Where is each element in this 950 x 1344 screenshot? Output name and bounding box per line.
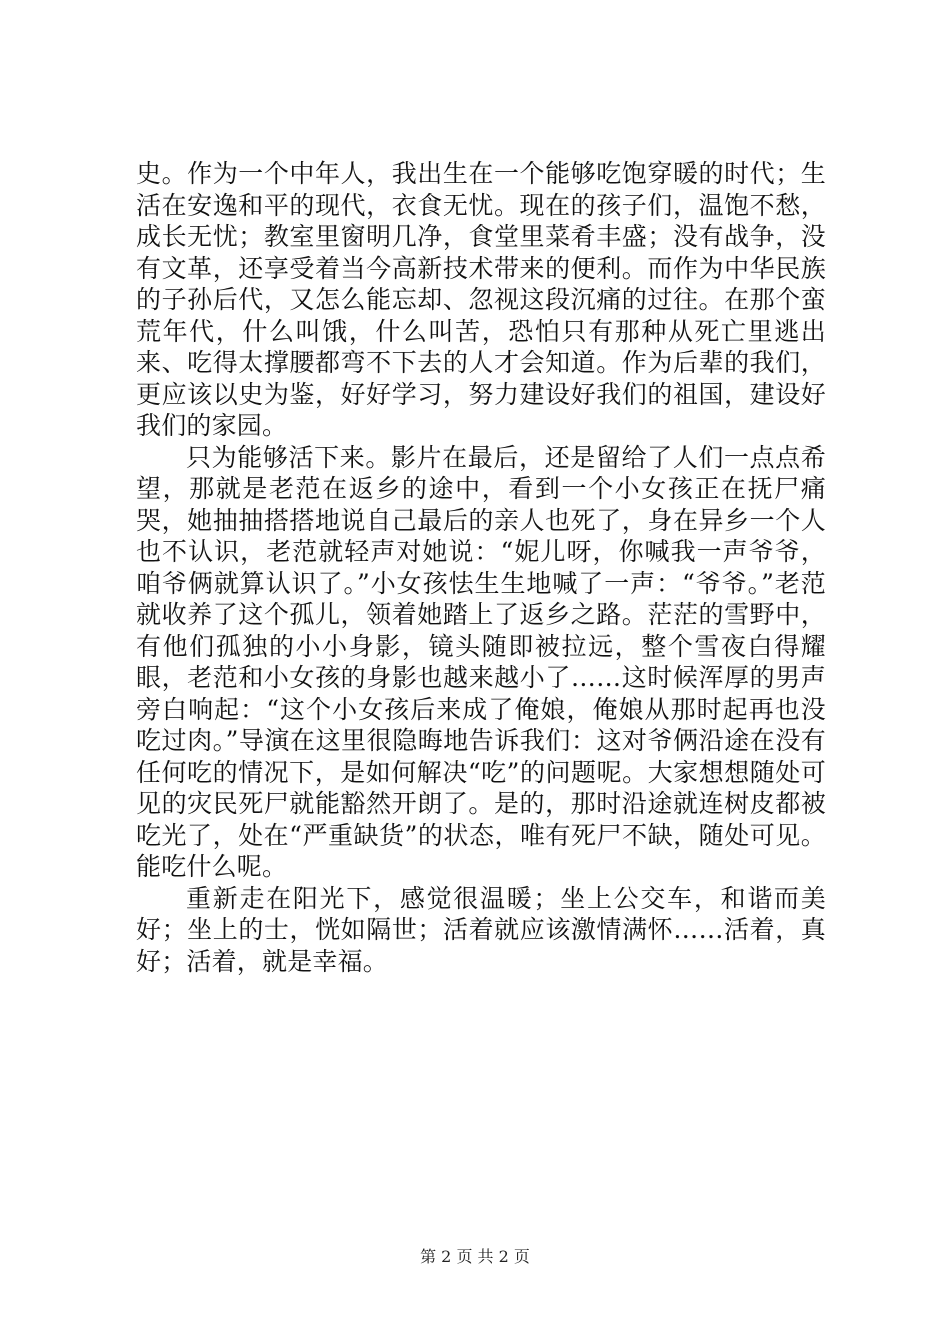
paragraph-film-ending: 只为能够活下来。影片在最后，还是留给了人们一点点希望，那就是老范在返乡的途中，看到一个小女孩正在抚尸痛哭，她抽抽搭搭地说自己最后的亲人也死了，身在异乡一个人也不认识，老范就轻声对她说：“妮儿呀，你喊我一声爷爷，咱爷俩就算认识了。”小女孩怯生生地喊了一声：“爷爷。”老范就收养了这个孤儿，领着她踏上了返乡之路。茫茫的雪野中，有他们孤独的小小身影，镜头随即被拉远，整个雪夜白得耀眼，老范和小女孩的身影也越来越小了……这时候浑厚的男声旁白响起：“这个小女孩后来成了俺娘，俺娘从那时起再也没吃过肉。”导演在这里很隐晦地告诉我们：这对爷俩沿途在没有任何吃的情况下，是如何解决“吃”的问题呢。大家想想随处可见的灾民死尸就能豁然开朗了。是的，那时沿途就连树皮都被吃光了，处在“严重缺货”的状态，唯有死尸不缺，随处可见。能吃什么呢。 [136,442,826,881]
paragraph-continuation: 史。作为一个中年人，我出生在一个能够吃饱穿暖的时代；生活在安逸和平的现代，衣食无忧。现在的孩子们，温饱不愁，成长无忧；教室里窗明几净，食堂里菜肴丰盛；没有战争，没有文革，还享受着当今高新技术带来的便利。而作为中华民族的子孙后代，又怎么能忘却、忽视这段沉痛的过往。在那个蛮荒年代，什么叫饿，什么叫苦，恐怕只有那种从死亡里逃出来、吃得太撑腰都弯不下去的人才会知道。作为后辈的我们，更应该以史为鉴，好好学习，努力建设好我们的祖国，建设好我们的家园。 [136,159,826,440]
document-body [136,158,826,977]
page-number-footer: 第 2 页 共 2 页 [420,1247,530,1266]
paragraph-conclusion: 重新走在阳光下，感觉很温暖；坐上公交车，和谐而美好；坐上的士，恍如隔世；活着就应该激情满怀……活着，真好；活着，就是幸福。 [136,883,826,976]
